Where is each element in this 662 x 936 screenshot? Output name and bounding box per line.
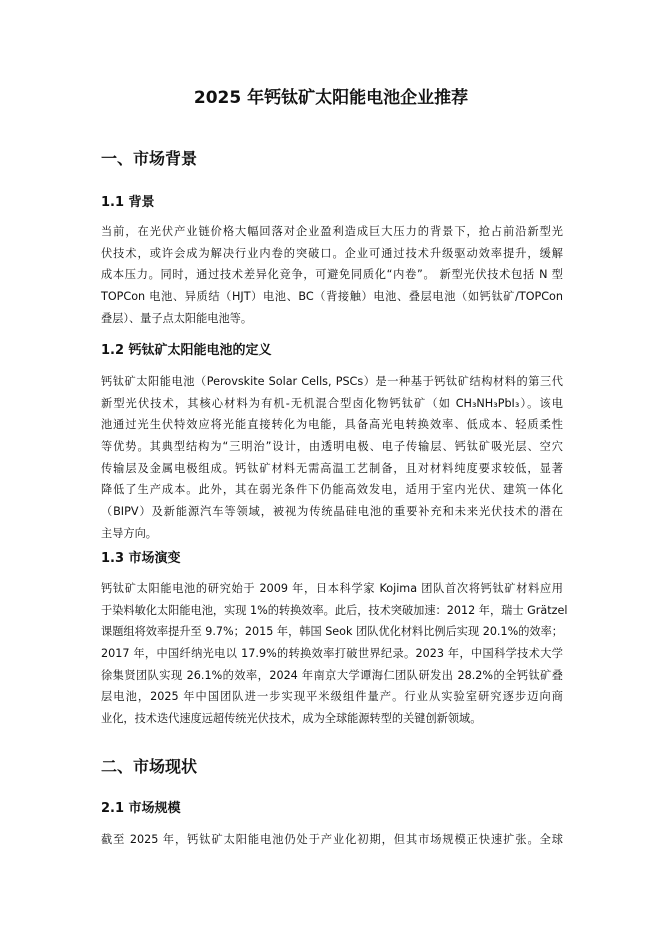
text-line: 当前，在光伏产业链价格大幅回落对企业盈利造成巨大压力的背景下，抢占前沿新型光 xyxy=(101,225,563,238)
paragraph-market-evolution xyxy=(101,578,568,730)
section-heading-market-status: 二、市场现状 xyxy=(101,757,198,776)
text-line: 课题组将效率提升至 9.7%；2015 年，韩国 Seok 团队优化材料比例后实现 20.1%的效率； xyxy=(101,625,563,639)
text-line: 截至 2025 年，钙钛矿太阳能电池仍处于产业化初期，但其市场规模正快速扩张。全球 xyxy=(101,833,563,846)
text-line: 业化，技术迭代速度远超传统光伏技术，成为全球能源转型的关键创新领域。 xyxy=(101,712,482,726)
text-line: 成本压力。同时，通过技术差异化竞争，可避免同质化“内卷”。 新型光伏技术包括 N 型 xyxy=(101,268,563,282)
subsection-heading-1-3: 1.3 市场演变 xyxy=(101,551,181,566)
text-line: 降低了生产成本。此外，其在弱光条件下仍能高效发电，适用于室内光伏、建筑一体化 xyxy=(101,483,563,497)
paragraph-background xyxy=(101,221,563,329)
text-line: 钙钛矿太阳能电池的研究始于 2009 年，日本科学家 Kojima 团队首次将钙钛矿材料应用 xyxy=(101,582,563,595)
section-heading-market-background: 一、市场背景 xyxy=(101,149,198,168)
text-line: 主导方向。 xyxy=(101,526,157,540)
text-line: 新型光伏技术，其核心材料为有机-无机混合型卤化物钙钛矿（如 CH₃NH₃PbI₃）。该电 xyxy=(101,396,563,410)
text-line: 伏技术，或许会成为解决行业内卷的突破口。企业可通过技术升级驱动效率提升，缓解 xyxy=(101,246,563,260)
paragraph-market-size xyxy=(101,829,563,851)
text-line: 叠层）、量子点太阳能电池等。 xyxy=(101,311,253,325)
text-line: 池通过光生伏特效应将光能直接转化为电能，具备高光电转换效率、低成本、轻质柔性 xyxy=(101,418,563,432)
text-line: 层电池，2025 年中国团队进一步实现平米级组件量产。行业从实验室研究逐步迈向商 xyxy=(101,690,563,704)
text-line: 徐集贤团队实现 26.1%的效率，2024 年南京大学谭海仁团队研发出 28.2%的全钙钛矿叠 xyxy=(101,668,563,682)
text-line: 钙钛矿太阳能电池（Perovskite Solar Cells, PSCs）是一种基于钙钛矿结构材料的第三代 xyxy=(101,375,563,388)
paragraph-definition xyxy=(101,371,563,545)
document-title: 2025 年钙钛矿太阳能电池企业推荐 xyxy=(193,88,469,108)
text-line: 等优势。其典型结构为“三明治”设计，由透明电极、电子传输层、钙钛矿吸光层、空穴 xyxy=(101,440,563,454)
subsection-heading-2-1: 2.1 市场规模 xyxy=(101,801,181,816)
text-line: TOPCon 电池、异质结（HJT）电池、BC（背接触）电池、叠层电池（如钙钛矿/TOPCon xyxy=(101,290,563,304)
text-line: （BIPV）及新能源汽车等领域，被视为传统晶硅电池的重要补充和未来光伏技术的潜在 xyxy=(101,505,563,519)
text-line: 2017 年，中国纤纳光电以 17.9%的转换效率打破世界纪录。2023 年，中国科学技术大学 xyxy=(101,647,563,661)
subsection-heading-1-2: 1.2 钙钛矿太阳能电池的定义 xyxy=(101,343,272,358)
text-line: 于染料敏化太阳能电池，实现 1%的转换效率。此后，技术突破加速：2012 年，瑞士 Grätzel xyxy=(101,603,568,617)
subsection-heading-1-1: 1.1 背景 xyxy=(101,195,155,210)
text-line: 传输层及金属电极组成。钙钛矿材料无需高温工艺制备，且对材料纯度要求较低，显著 xyxy=(101,461,563,475)
